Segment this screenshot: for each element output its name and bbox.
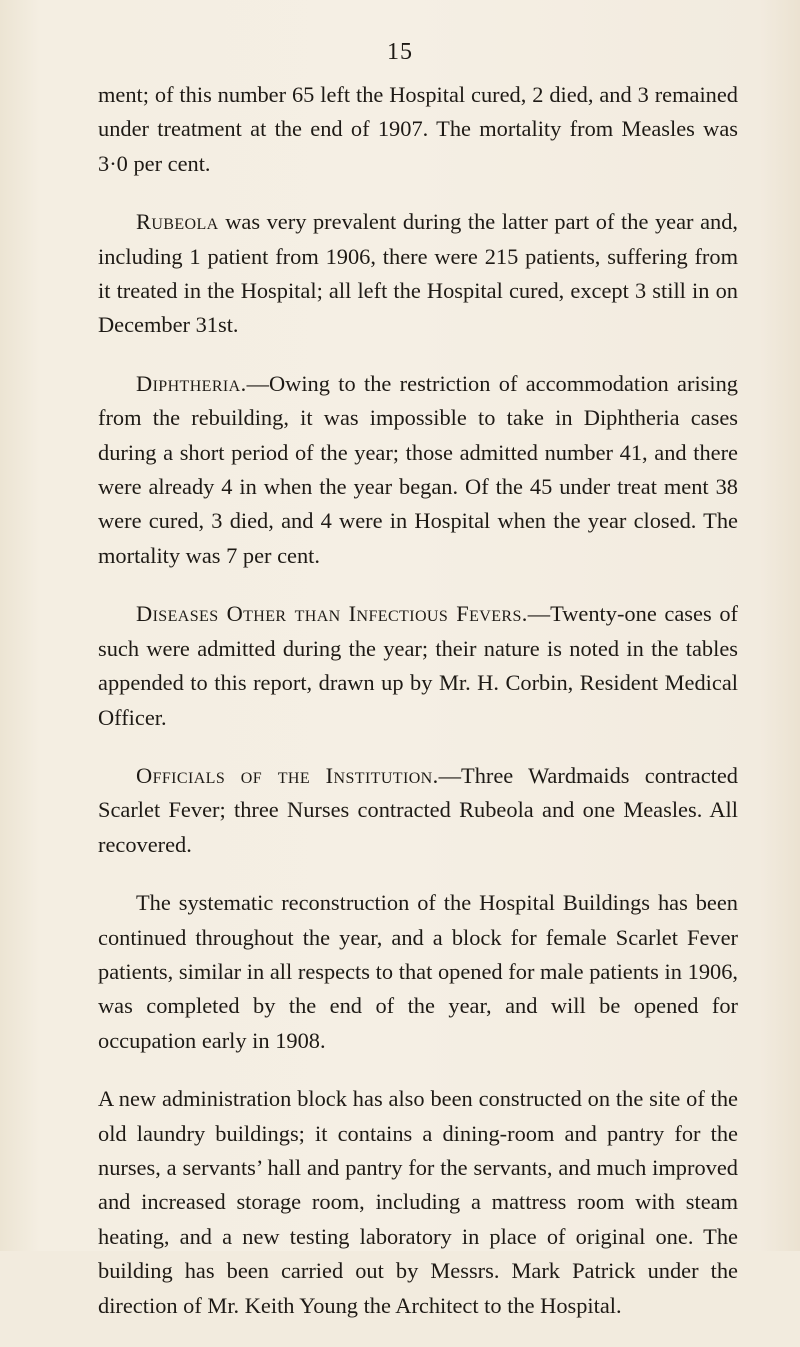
paragraph-diphtheria [98,367,738,573]
paragraph-text: A new administration block has also been constructed on the site of the old laundry buildings; it contains a dining-room and pantry for the nurses, a servants’ hall and pantry for the servants, and much improved and increased storage room, including a mattress room with steam heating, and a new testing laboratory in place of original one. The building has been carried out by Messrs. Mark Patrick under the direction of Mr. Keith Young the Architect to the Hospital. [98,1086,738,1318]
paragraph-text: —Three Wardmaids contracted Scarlet Fever; three Nurses contracted Rubeola and one Measles. All recovered. [98,762,738,857]
paragraph-text: —Owing to the restriction of accommodation arising from the rebuilding, it was impossible to take in Diphtheria cases during a short period of the year; those admitted number 41, and there were already 4 in when the year began. Of the 45 under treat ment 38 were cured, 3 died, and 4 were in Hospital when the year closed. The mortality was 7 per cent. [98,370,738,568]
paragraph-other-diseases [98,597,738,735]
paragraph-text: was very prevalent during the latter part of the year and, including 1 patient from 1906, there were 215 patients, suffering from it treated in the Hospital; all left the Hospital cured, except 3 still in on December 31st. [98,209,738,338]
section-heading-officials: Officials of the Institution. [136,762,439,788]
section-heading-rubeola: Rubeola [136,209,219,235]
page-number: 15 [387,39,413,65]
paragraph-reconstruction [98,886,738,1058]
body-text [98,78,738,1347]
paragraph-measles-continued [98,78,738,181]
section-heading-other-diseases: Diseases Other than Infectious Fevers. [136,601,528,627]
paragraph-text: The systematic reconstruction of the Hospital Buildings has been continued throughout the year, and a block for female Scarlet Fever patients, similar in all respects to that opened for male patients in 1906, was completed by the end of the year, and will be opened for occupation early in 1908. [98,890,738,1053]
paragraph-text: —Twenty-one cases of such were admitted during the year; their nature is noted in the tables appended to this report, drawn up by Mr. H. Corbin, Resident Medical Officer. [98,601,738,730]
paragraph-officials [98,759,738,862]
paragraph-text: ment; of this number 65 left the Hospital cured, 2 died, and 3 remained under treatment at the end of 1907. The mortality from Measles was 3·0 per cent. [98,82,738,176]
section-heading-diphtheria: Diphtheria. [136,370,247,396]
paragraph-rubeola [98,205,738,343]
paragraph-administration-block [98,1082,738,1323]
